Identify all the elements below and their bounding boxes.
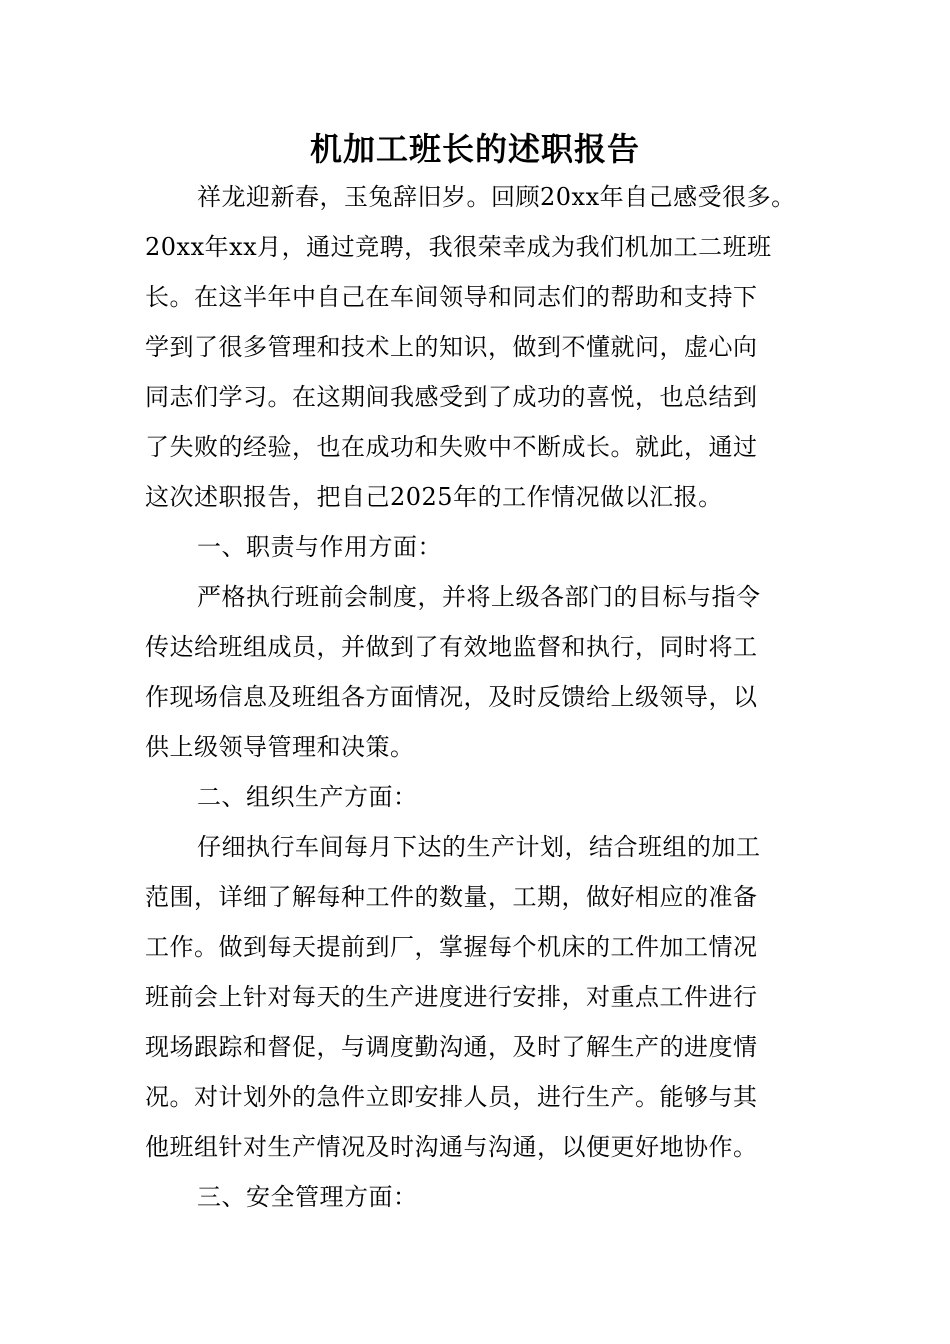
paragraph-production-line-4: 班前会上针对每天的生产进度进行安排，对重点工件进行 [145, 983, 758, 1011]
paragraph-production-line-7: 他班组针对生产情况及时沟通与沟通，以便更好地协作。 [145, 1133, 758, 1161]
paragraph-duty-line-3: 作现场信息及班组各方面情况，及时反馈给上级领导，以 [145, 683, 758, 711]
document-title: 机加工班长的述职报告 [309, 130, 640, 168]
paragraph-production-line-6: 况。对计划外的急件立即安排人员，进行生产。能够与其 [145, 1083, 758, 1111]
paragraph-production-line-3: 工作。做到每天提前到厂，掌握每个机床的工件加工情况 [145, 933, 758, 961]
paragraph-intro-line-4: 学到了很多管理和技术上的知识，做到不懂就问，虚心向 [145, 333, 758, 361]
paragraph-production-line-1: 仔细执行车间每月下达的生产计划，结合班组的加工 [197, 833, 761, 861]
paragraph-intro-line-6: 了失败的经验，也在成功和失败中不断成长。就此，通过 [145, 433, 758, 461]
section-heading-2: 二、组织生产方面： [197, 783, 418, 811]
paragraph-duty-line-4: 供上级领导管理和决策。 [145, 733, 415, 761]
paragraph-production-line-2: 范围，详细了解每种工件的数量，工期，做好相应的准备 [145, 883, 758, 911]
paragraph-intro-line-3: 长。在这半年中自己在车间领导和同志们的帮助和支持下 [145, 283, 758, 311]
paragraph-duty-line-1: 严格执行班前会制度，并将上级各部门的目标与指令 [197, 583, 761, 611]
paragraph-intro-line-5: 同志们学习。在这期间我感受到了成功的喜悦，也总结到 [145, 383, 758, 411]
paragraph-intro-line-1: 祥龙迎新春，玉兔辞旧岁。回顾20xx年自己感受很多。 [197, 183, 796, 211]
paragraph-duty-line-2: 传达给班组成员，并做到了有效地监督和执行，同时将工 [145, 633, 758, 661]
paragraph-intro-line-2: 20xx年xx月，通过竞聘，我很荣幸成为我们机加工二班班 [145, 233, 772, 261]
section-heading-3: 三、安全管理方面： [197, 1183, 418, 1211]
section-heading-1: 一、职责与作用方面： [197, 533, 442, 561]
paragraph-intro-line-7: 这次述职报告，把自己2025年的工作情况做以汇报。 [145, 483, 723, 511]
paragraph-production-line-5: 现场跟踪和督促，与调度勤沟通，及时了解生产的进度情 [145, 1033, 758, 1061]
